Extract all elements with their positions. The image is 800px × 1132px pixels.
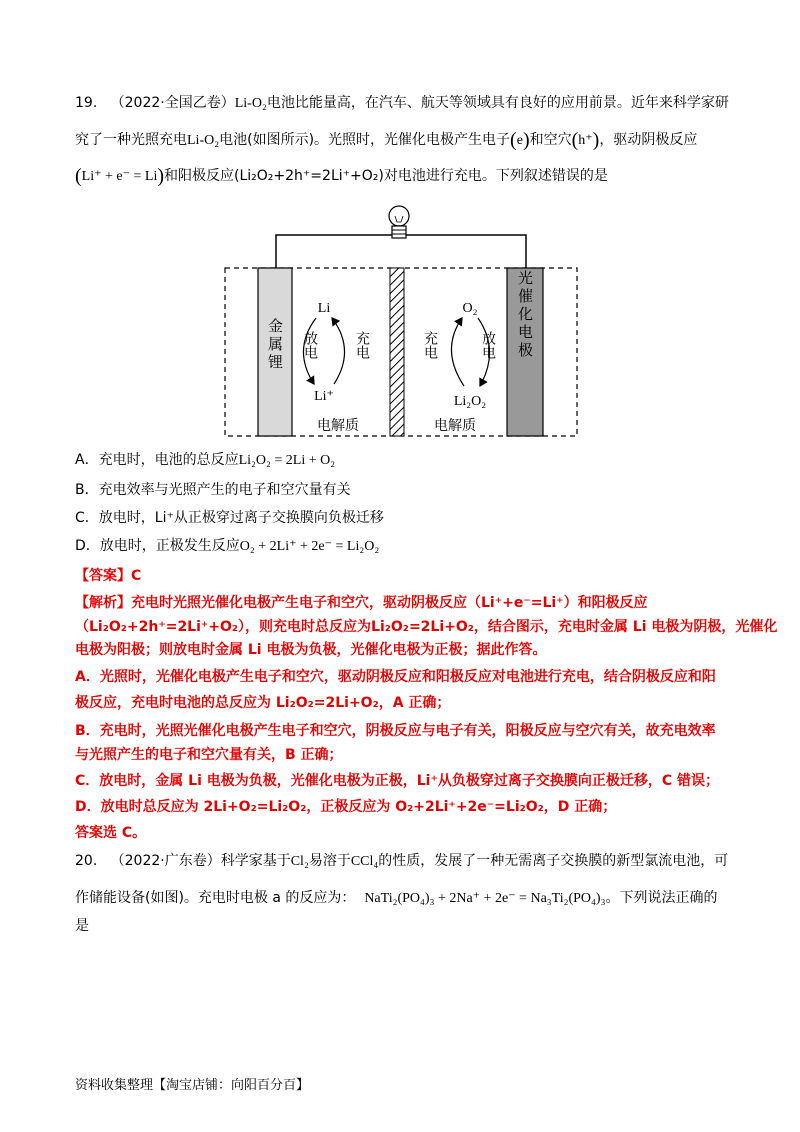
question-number: 20. <box>75 853 98 869</box>
analysis-line: 答案选 C。 <box>75 825 147 841</box>
formula: h⁺ <box>578 133 593 148</box>
question-text: 电池(如图所示)。光照时，光催化电极产生电子 <box>219 132 511 148</box>
q20-line2 <box>75 888 717 909</box>
left-electrode-label: 金属锂 <box>266 318 284 372</box>
question-number: 19. <box>75 95 98 111</box>
formula: e <box>516 133 523 148</box>
option-c: C．放电时，Li⁺从正极穿过离子交换膜向负极迁移 <box>75 510 384 526</box>
analysis-line: 电极为阳极；则放电时金属 Li 电极为负极，光催化电极为正极；据此作答。 <box>75 642 547 658</box>
formula: NaTi₂(PO₄)₃ + 2Na⁺ + 2e⁻ = Na₃Ti₂(PO₄)₃ <box>364 891 606 906</box>
left-bottom-species: Li⁺ <box>314 389 334 404</box>
q20-line1 <box>75 851 728 872</box>
option-d-text: D．放电时，正极发生反应 <box>75 538 240 554</box>
question-text: 和阳极反应(Li₂O₂+2h⁺=2Li⁺+O₂)对电池进行充电。下列叙述错误的是 <box>164 168 608 184</box>
q20-line3: 是 <box>75 918 89 934</box>
left-charge-label: 充电 <box>354 331 370 359</box>
electrolyte-right-label: 电解质 <box>434 418 476 434</box>
question-text: 。下列说法正确的 <box>605 890 718 906</box>
question-text: ，驱动阴极反应 <box>599 132 698 148</box>
q19-line3: (Li⁺ + e⁻ = Li)和阳极反应(Li₂O₂+2h⁺=2Li⁺+O₂)对电池进行充电。下列叙述错误的是 <box>75 165 608 187</box>
right-bottom-species: Li₂O₂ <box>453 394 487 409</box>
question-source: （2022·全国乙卷） <box>110 95 235 111</box>
question-text: 究了一种光照充电 <box>75 132 187 148</box>
q19-line2: 究了一种光照充电Li-O₂电池(如图所示)。光照时，光催化电极产生电子(e)和空穴(h⁺)，驱动阴极反应 <box>75 129 698 151</box>
analysis-line: 极反应，充电时电池的总反应为 Li₂O₂=2Li+O₂，A 正确； <box>75 695 451 711</box>
answer: 【答案】C <box>75 568 142 584</box>
question-text: 电池比能量高，在汽车、航天等领域具有良好的应用前景。近年来科学家研 <box>266 95 729 111</box>
option-a-text: A．充电时，电池的总反应 <box>75 452 239 468</box>
wire-left <box>276 235 383 268</box>
question-text: 和空穴 <box>529 132 572 148</box>
formula: O₂ + 2Li⁺ + 2e⁻ = Li₂O₂ <box>239 539 380 554</box>
analysis-line: B．充电时，光照光催化电极产生电子和空穴，阴极反应与电子有关，阳极反应与空穴有关，故充电效率 <box>75 723 716 739</box>
option-a <box>75 450 335 471</box>
question-text: 易溶于 <box>308 853 351 869</box>
formula: Li-O₂ <box>234 96 267 111</box>
electrolyte-left-label: 电解质 <box>317 418 359 434</box>
question-text: 作储能设备(如图)。充电时电极 a 的反应为： <box>75 890 356 906</box>
right-top-species: O₂ <box>462 301 478 316</box>
analysis-line: （Li₂O₂+2h⁺=2Li⁺+O₂），则充电时总反应为Li₂O₂=2Li+O₂，结合图示，充电时金属 Li 电极为阴极，光催化 <box>75 619 778 635</box>
right-charge-label: 充电 <box>422 331 438 359</box>
analysis-line: A．光照时，光催化电极产生电子和空穴，驱动阴极反应和阳极反应对电池进行充电，结合阴极反应和阳 <box>75 669 716 685</box>
left-top-species: Li <box>317 301 331 316</box>
left-discharge-label: 放电 <box>302 331 318 359</box>
option-b: B．充电效率与光照产生的电子和空穴量有关 <box>75 482 351 498</box>
formula: Li⁺ + e⁻ = Li <box>81 169 158 184</box>
charge-arrow-right <box>451 318 464 386</box>
formula: Li₂O₂ = 2Li + O₂ <box>238 453 336 468</box>
charge-arrow-left <box>332 318 345 384</box>
right-discharge-label: 放电 <box>480 331 496 359</box>
analysis-line: D．放电时总反应为 2Li+O₂=Li₂O₂，正极反应为 O₂+2Li⁺+2e⁻=Li₂O₂，D 正确； <box>75 799 617 815</box>
footer: 资料收集整理【淘宝店铺：向阳百分百】 <box>75 1078 310 1093</box>
right-electrode-label: 光催化电极 <box>516 270 534 360</box>
analysis-line: 【解析】充电时光照光催化电极产生电子和空穴，驱动阴极反应（Li⁺+e⁻=Li⁺）和阳极反应 <box>75 595 648 611</box>
li-o2-battery-diagram <box>220 200 582 440</box>
wire-right <box>415 235 526 268</box>
question-text: 的性质，发展了一种无需离子交换膜的新型氯流电池，可 <box>378 853 729 869</box>
light-bulb-icon <box>383 206 415 238</box>
formula: Cl₂ <box>290 854 309 869</box>
analysis-line: C．放电时，金属 Li 电极为负极，光催化电极为正极，Li⁺从负极穿过离子交换膜向正极迁移，C 错误； <box>75 773 719 789</box>
option-d <box>75 536 379 557</box>
formula: CCl₄ <box>350 854 379 869</box>
analysis-line: 与光照产生的电子和空穴量有关，B 正确； <box>75 747 343 763</box>
q19-line1 <box>75 93 729 114</box>
question-text: （2022·广东卷）科学家基于 <box>110 853 291 869</box>
formula: Li-O₂ <box>187 133 220 148</box>
ion-exchange-membrane <box>390 268 404 436</box>
